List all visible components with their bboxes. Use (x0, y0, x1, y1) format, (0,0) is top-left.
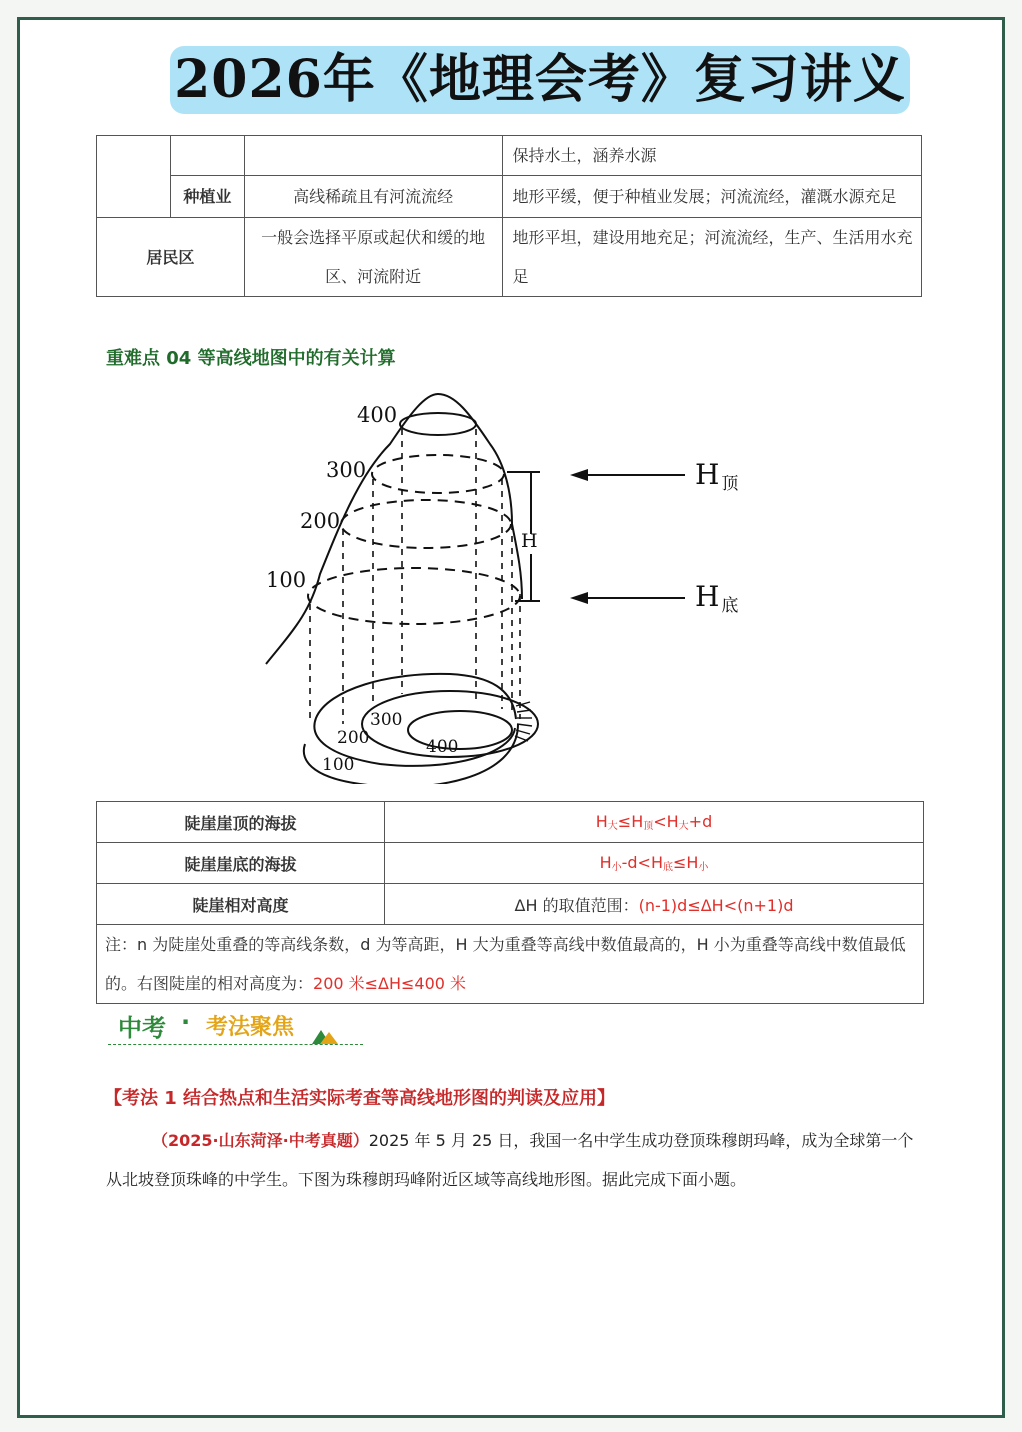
h-bottom-label: H底 (695, 580, 739, 616)
mountain-profile-right (438, 394, 522, 599)
table-cell: 保持水土，涵养水源 (502, 136, 922, 176)
table-cell: 地形平坦，建设用地充足；河流流经，生产、生活用水充足 (502, 218, 922, 297)
mountain-profile-left (266, 394, 438, 664)
table-row (97, 925, 924, 1004)
section-logo: 中考 · 考法聚焦 (106, 1005, 366, 1049)
h-top-label: H顶 (695, 458, 739, 494)
elevation-label: 400 (357, 403, 398, 427)
table-row (97, 802, 924, 843)
table-row (97, 136, 922, 176)
h-label: H (521, 530, 538, 552)
arrow-top-head (570, 469, 588, 481)
contour-ellipse-400 (400, 413, 476, 435)
map-label: 200 (337, 728, 370, 748)
note-cell: 注：n 为陡崖处重叠的等高线条数，d 为等高距，H 大为重叠等高线中数值最高的，H 小为重叠等高线中数值最低的。右图陡崖的相对高度为：200 米≤ΔH≤400 米 (97, 925, 924, 1004)
cliff-hachure (515, 736, 528, 741)
table-cell: 陡崖崖底的海拔 (97, 843, 385, 884)
page-title: 2026年《地理会考》复习讲义 (174, 49, 906, 110)
table-cell (97, 136, 171, 218)
table-cell: ΔH 的取值范围：(n-1)d≤ΔH<(n+1)d (385, 884, 924, 925)
section-heading: 重难点 04 等高线地图中的有关计算 (106, 348, 396, 369)
cliff-hachure (517, 724, 532, 726)
table-row (97, 843, 924, 884)
map-label: 100 (322, 755, 355, 775)
table-cell: 居民区 (97, 218, 245, 297)
map-label: 400 (426, 737, 459, 757)
table-row (97, 218, 922, 297)
kaofa-title: 【考法 1 结合热点和生活实际考查等高线地形图的判读及应用】 (104, 1088, 616, 1109)
contour-ellipse-300 (372, 455, 504, 493)
arrow-bottom-head (570, 592, 588, 604)
table-cell: 陡崖崖顶的海拔 (97, 802, 385, 843)
contour-ellipse-200 (341, 500, 511, 548)
table-cell (244, 136, 502, 176)
table-cell: 陡崖相对高度 (97, 884, 385, 925)
question-paragraph: （2025·山东菏泽·中考真题）2025 年 5 月 25 日，我国一名中学生成功登顶珠穆朗玛峰，成为全球第一个从北坡登顶珠峰的中学生。下图为珠穆朗玛峰附近区域等高线地形图。据此完成下面小题。 (106, 1131, 914, 1189)
cliff-hachure (517, 710, 531, 712)
cliff-calc-table (96, 801, 924, 1004)
cliff-contour-diagram (250, 384, 770, 784)
elevation-label: 300 (326, 458, 367, 482)
table-row (97, 176, 922, 218)
table-cell: $H_小-d<H_底\le H_小$ (385, 843, 924, 884)
map-label: 300 (370, 710, 403, 730)
mountain-icon (310, 1025, 340, 1045)
table-row (97, 884, 924, 925)
table-cell: 一般会选择平原或起伏和缓的地区、河流附近 (244, 218, 502, 297)
table-cell (170, 136, 244, 176)
table-cell: 种植业 (170, 176, 244, 218)
table-cell: 高线稀疏且有河流流经 (244, 176, 502, 218)
map-contour-400 (408, 711, 512, 749)
table-cell: $H_大\le H_顶<H_大+d$ (385, 802, 924, 843)
elevation-label: 100 (266, 568, 307, 592)
contour-ellipse-100 (308, 568, 520, 624)
table-cell: 地形平缓，便于种植业发展；河流流经，灌溉水源充足 (502, 176, 922, 218)
land-use-table (96, 135, 922, 297)
elevation-label: 200 (300, 509, 341, 533)
